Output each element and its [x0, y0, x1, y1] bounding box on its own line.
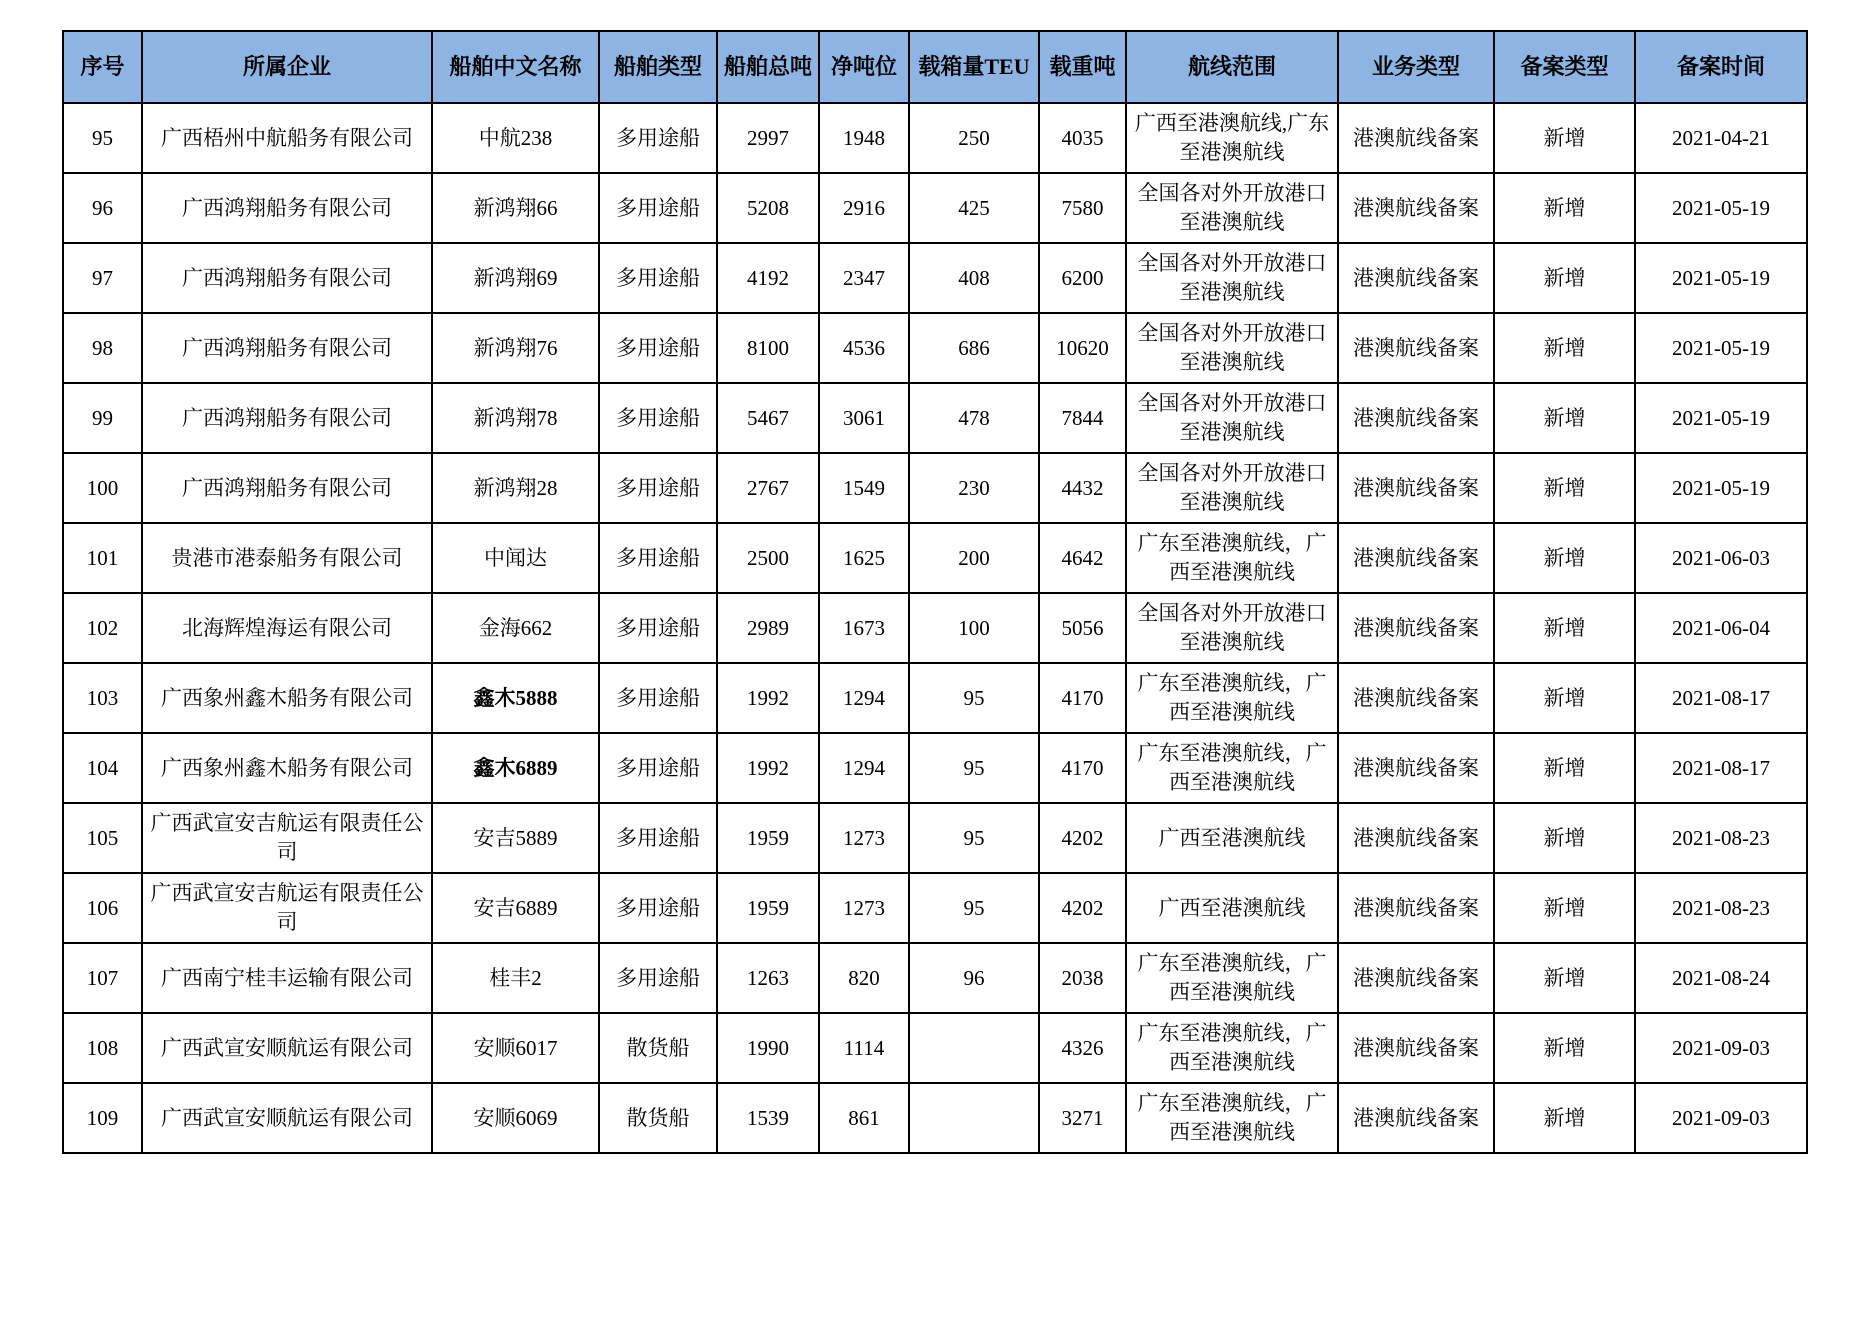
column-header-gross_tonnage: 船舶总吨 [717, 31, 819, 103]
cell-ship_type: 多用途船 [599, 593, 717, 663]
table-row [63, 733, 1807, 803]
cell-company: 广西武宣安吉航运有限责任公司 [142, 803, 432, 873]
cell-record_type: 新增 [1494, 943, 1635, 1013]
cell-ship_name: 安吉6889 [432, 873, 599, 943]
cell-business_type: 港澳航线备案 [1338, 523, 1494, 593]
cell-record_type: 新增 [1494, 803, 1635, 873]
cell-company: 贵港市港泰船务有限公司 [142, 523, 432, 593]
table-row [63, 1083, 1807, 1153]
cell-teu: 408 [909, 243, 1039, 313]
cell-company: 广西武宣安顺航运有限公司 [142, 1013, 432, 1083]
cell-record_date: 2021-08-17 [1635, 663, 1807, 733]
cell-record_type: 新增 [1494, 103, 1635, 173]
cell-ship_type: 多用途船 [599, 873, 717, 943]
cell-index: 95 [63, 103, 142, 173]
cell-net_tonnage: 861 [819, 1083, 909, 1153]
cell-business_type: 港澳航线备案 [1338, 453, 1494, 523]
column-header-ship_type: 船舶类型 [599, 31, 717, 103]
cell-ship_type: 多用途船 [599, 733, 717, 803]
column-header-deadweight: 载重吨 [1039, 31, 1126, 103]
cell-teu: 478 [909, 383, 1039, 453]
cell-ship_type: 多用途船 [599, 453, 717, 523]
cell-index: 105 [63, 803, 142, 873]
cell-record_type: 新增 [1494, 243, 1635, 313]
cell-company: 广西象州鑫木船务有限公司 [142, 663, 432, 733]
cell-ship_name: 鑫木6889 [432, 733, 599, 803]
cell-record_type: 新增 [1494, 1013, 1635, 1083]
cell-business_type: 港澳航线备案 [1338, 243, 1494, 313]
cell-gross_tonnage: 2989 [717, 593, 819, 663]
cell-ship_name: 桂丰2 [432, 943, 599, 1013]
cell-business_type: 港澳航线备案 [1338, 943, 1494, 1013]
cell-business_type: 港澳航线备案 [1338, 1013, 1494, 1083]
cell-company: 广西武宣安吉航运有限责任公司 [142, 873, 432, 943]
cell-ship_name: 金海662 [432, 593, 599, 663]
table-row [63, 873, 1807, 943]
cell-net_tonnage: 1948 [819, 103, 909, 173]
cell-route: 广东至港澳航线，广西至港澳航线 [1126, 733, 1338, 803]
cell-record_type: 新增 [1494, 1083, 1635, 1153]
cell-record_date: 2021-08-24 [1635, 943, 1807, 1013]
cell-deadweight: 4170 [1039, 733, 1126, 803]
table-row [63, 663, 1807, 733]
column-header-company: 所属企业 [142, 31, 432, 103]
cell-record_type: 新增 [1494, 593, 1635, 663]
cell-ship_type: 多用途船 [599, 103, 717, 173]
cell-gross_tonnage: 1959 [717, 873, 819, 943]
cell-deadweight: 4202 [1039, 873, 1126, 943]
cell-business_type: 港澳航线备案 [1338, 1083, 1494, 1153]
cell-index: 96 [63, 173, 142, 243]
cell-index: 99 [63, 383, 142, 453]
cell-route: 全国各对外开放港口至港澳航线 [1126, 593, 1338, 663]
table-row [63, 243, 1807, 313]
cell-gross_tonnage: 1539 [717, 1083, 819, 1153]
cell-net_tonnage: 1273 [819, 873, 909, 943]
cell-deadweight: 4170 [1039, 663, 1126, 733]
cell-business_type: 港澳航线备案 [1338, 663, 1494, 733]
cell-business_type: 港澳航线备案 [1338, 313, 1494, 383]
cell-company: 广西鸿翔船务有限公司 [142, 243, 432, 313]
cell-index: 108 [63, 1013, 142, 1083]
cell-deadweight: 4035 [1039, 103, 1126, 173]
cell-business_type: 港澳航线备案 [1338, 173, 1494, 243]
cell-ship_type: 多用途船 [599, 383, 717, 453]
cell-record_date: 2021-08-23 [1635, 873, 1807, 943]
cell-ship_name: 新鸿翔76 [432, 313, 599, 383]
cell-gross_tonnage: 1263 [717, 943, 819, 1013]
cell-company: 广西鸿翔船务有限公司 [142, 383, 432, 453]
column-header-route: 航线范围 [1126, 31, 1338, 103]
cell-net_tonnage: 820 [819, 943, 909, 1013]
table-row [63, 383, 1807, 453]
cell-company: 广西鸿翔船务有限公司 [142, 173, 432, 243]
ship-records-table [62, 30, 1808, 1154]
cell-ship_name: 中闻达 [432, 523, 599, 593]
cell-company: 广西梧州中航船务有限公司 [142, 103, 432, 173]
cell-deadweight: 4432 [1039, 453, 1126, 523]
cell-route: 广东至港澳航线，广西至港澳航线 [1126, 943, 1338, 1013]
cell-route: 广东至港澳航线，广西至港澳航线 [1126, 1083, 1338, 1153]
table-row [63, 453, 1807, 523]
cell-net_tonnage: 2347 [819, 243, 909, 313]
cell-route: 全国各对外开放港口至港澳航线 [1126, 383, 1338, 453]
cell-ship_type: 多用途船 [599, 243, 717, 313]
cell-deadweight: 4642 [1039, 523, 1126, 593]
column-header-business_type: 业务类型 [1338, 31, 1494, 103]
cell-record_type: 新增 [1494, 453, 1635, 523]
column-header-record_date: 备案时间 [1635, 31, 1807, 103]
cell-index: 103 [63, 663, 142, 733]
cell-record_date: 2021-05-19 [1635, 173, 1807, 243]
cell-company: 广西鸿翔船务有限公司 [142, 453, 432, 523]
cell-route: 广西至港澳航线 [1126, 803, 1338, 873]
cell-gross_tonnage: 2767 [717, 453, 819, 523]
cell-company: 广西武宣安顺航运有限公司 [142, 1083, 432, 1153]
cell-ship_name: 安顺6069 [432, 1083, 599, 1153]
cell-ship_name: 新鸿翔78 [432, 383, 599, 453]
cell-net_tonnage: 4536 [819, 313, 909, 383]
cell-index: 100 [63, 453, 142, 523]
table-row [63, 173, 1807, 243]
cell-deadweight: 10620 [1039, 313, 1126, 383]
cell-index: 109 [63, 1083, 142, 1153]
cell-business_type: 港澳航线备案 [1338, 873, 1494, 943]
cell-gross_tonnage: 1992 [717, 663, 819, 733]
cell-record_date: 2021-09-03 [1635, 1083, 1807, 1153]
cell-gross_tonnage: 1990 [717, 1013, 819, 1083]
cell-ship_type: 多用途船 [599, 803, 717, 873]
table-row [63, 803, 1807, 873]
cell-ship_name: 新鸿翔69 [432, 243, 599, 313]
cell-index: 104 [63, 733, 142, 803]
cell-deadweight: 2038 [1039, 943, 1126, 1013]
cell-index: 97 [63, 243, 142, 313]
cell-index: 98 [63, 313, 142, 383]
cell-net_tonnage: 1273 [819, 803, 909, 873]
column-header-record_type: 备案类型 [1494, 31, 1635, 103]
cell-teu: 95 [909, 803, 1039, 873]
cell-ship_type: 多用途船 [599, 663, 717, 733]
cell-ship_type: 多用途船 [599, 523, 717, 593]
cell-index: 107 [63, 943, 142, 1013]
column-header-ship_name: 船舶中文名称 [432, 31, 599, 103]
cell-deadweight: 7844 [1039, 383, 1126, 453]
table-row [63, 103, 1807, 173]
cell-net_tonnage: 1114 [819, 1013, 909, 1083]
cell-record_type: 新增 [1494, 383, 1635, 453]
cell-deadweight: 6200 [1039, 243, 1126, 313]
cell-record_type: 新增 [1494, 173, 1635, 243]
cell-business_type: 港澳航线备案 [1338, 733, 1494, 803]
cell-teu: 100 [909, 593, 1039, 663]
cell-route: 广东至港澳航线，广西至港澳航线 [1126, 523, 1338, 593]
column-header-teu: 载箱量TEU [909, 31, 1039, 103]
cell-deadweight: 3271 [1039, 1083, 1126, 1153]
cell-record_date: 2021-05-19 [1635, 243, 1807, 313]
cell-teu: 95 [909, 733, 1039, 803]
cell-net_tonnage: 2916 [819, 173, 909, 243]
cell-net_tonnage: 1673 [819, 593, 909, 663]
cell-teu: 250 [909, 103, 1039, 173]
cell-deadweight: 5056 [1039, 593, 1126, 663]
cell-teu: 200 [909, 523, 1039, 593]
table-header [63, 31, 1807, 103]
cell-gross_tonnage: 8100 [717, 313, 819, 383]
cell-business_type: 港澳航线备案 [1338, 803, 1494, 873]
cell-route: 全国各对外开放港口至港澳航线 [1126, 173, 1338, 243]
cell-route: 全国各对外开放港口至港澳航线 [1126, 453, 1338, 523]
cell-route: 广东至港澳航线，广西至港澳航线 [1126, 1013, 1338, 1083]
cell-route: 广西至港澳航线,广东至港澳航线 [1126, 103, 1338, 173]
cell-teu [909, 1013, 1039, 1083]
cell-ship_type: 多用途船 [599, 313, 717, 383]
cell-ship_type: 多用途船 [599, 943, 717, 1013]
cell-teu: 95 [909, 663, 1039, 733]
cell-net_tonnage: 1549 [819, 453, 909, 523]
cell-ship_name: 安顺6017 [432, 1013, 599, 1083]
cell-deadweight: 7580 [1039, 173, 1126, 243]
cell-teu: 96 [909, 943, 1039, 1013]
cell-net_tonnage: 1294 [819, 733, 909, 803]
cell-teu: 95 [909, 873, 1039, 943]
cell-record_type: 新增 [1494, 733, 1635, 803]
cell-teu: 230 [909, 453, 1039, 523]
table-row [63, 943, 1807, 1013]
cell-record_type: 新增 [1494, 873, 1635, 943]
cell-ship_name: 鑫木5888 [432, 663, 599, 733]
cell-teu: 686 [909, 313, 1039, 383]
cell-deadweight: 4326 [1039, 1013, 1126, 1083]
cell-record_date: 2021-09-03 [1635, 1013, 1807, 1083]
cell-gross_tonnage: 4192 [717, 243, 819, 313]
cell-route: 广西至港澳航线 [1126, 873, 1338, 943]
cell-record_date: 2021-05-19 [1635, 383, 1807, 453]
table-row [63, 523, 1807, 593]
cell-route: 全国各对外开放港口至港澳航线 [1126, 313, 1338, 383]
cell-net_tonnage: 1294 [819, 663, 909, 733]
cell-deadweight: 4202 [1039, 803, 1126, 873]
cell-record_type: 新增 [1494, 663, 1635, 733]
column-header-index: 序号 [63, 31, 142, 103]
cell-ship_type: 多用途船 [599, 173, 717, 243]
cell-ship_name: 新鸿翔66 [432, 173, 599, 243]
cell-company: 广西鸿翔船务有限公司 [142, 313, 432, 383]
cell-teu [909, 1083, 1039, 1153]
table-row [63, 593, 1807, 663]
column-header-net_tonnage: 净吨位 [819, 31, 909, 103]
cell-ship_type: 散货船 [599, 1083, 717, 1153]
cell-record_date: 2021-08-17 [1635, 733, 1807, 803]
cell-route: 广东至港澳航线，广西至港澳航线 [1126, 663, 1338, 733]
cell-gross_tonnage: 2997 [717, 103, 819, 173]
cell-company: 广西南宁桂丰运输有限公司 [142, 943, 432, 1013]
cell-net_tonnage: 3061 [819, 383, 909, 453]
cell-ship_name: 中航238 [432, 103, 599, 173]
cell-index: 101 [63, 523, 142, 593]
cell-company: 广西象州鑫木船务有限公司 [142, 733, 432, 803]
cell-net_tonnage: 1625 [819, 523, 909, 593]
cell-business_type: 港澳航线备案 [1338, 103, 1494, 173]
cell-record_date: 2021-05-19 [1635, 453, 1807, 523]
cell-ship_name: 新鸿翔28 [432, 453, 599, 523]
cell-index: 106 [63, 873, 142, 943]
cell-ship_name: 安吉5889 [432, 803, 599, 873]
cell-record_type: 新增 [1494, 523, 1635, 593]
table-body [63, 103, 1807, 1153]
table-row [63, 1013, 1807, 1083]
cell-index: 102 [63, 593, 142, 663]
cell-record_date: 2021-08-23 [1635, 803, 1807, 873]
cell-record_date: 2021-06-04 [1635, 593, 1807, 663]
cell-route: 全国各对外开放港口至港澳航线 [1126, 243, 1338, 313]
cell-record_date: 2021-05-19 [1635, 313, 1807, 383]
table-row [63, 313, 1807, 383]
cell-gross_tonnage: 1992 [717, 733, 819, 803]
header-row [63, 31, 1807, 103]
cell-business_type: 港澳航线备案 [1338, 593, 1494, 663]
cell-gross_tonnage: 5467 [717, 383, 819, 453]
cell-teu: 425 [909, 173, 1039, 243]
cell-gross_tonnage: 2500 [717, 523, 819, 593]
cell-business_type: 港澳航线备案 [1338, 383, 1494, 453]
cell-gross_tonnage: 1959 [717, 803, 819, 873]
cell-gross_tonnage: 5208 [717, 173, 819, 243]
cell-record_type: 新增 [1494, 313, 1635, 383]
cell-company: 北海辉煌海运有限公司 [142, 593, 432, 663]
cell-ship_type: 散货船 [599, 1013, 717, 1083]
cell-record_date: 2021-06-03 [1635, 523, 1807, 593]
cell-record_date: 2021-04-21 [1635, 103, 1807, 173]
